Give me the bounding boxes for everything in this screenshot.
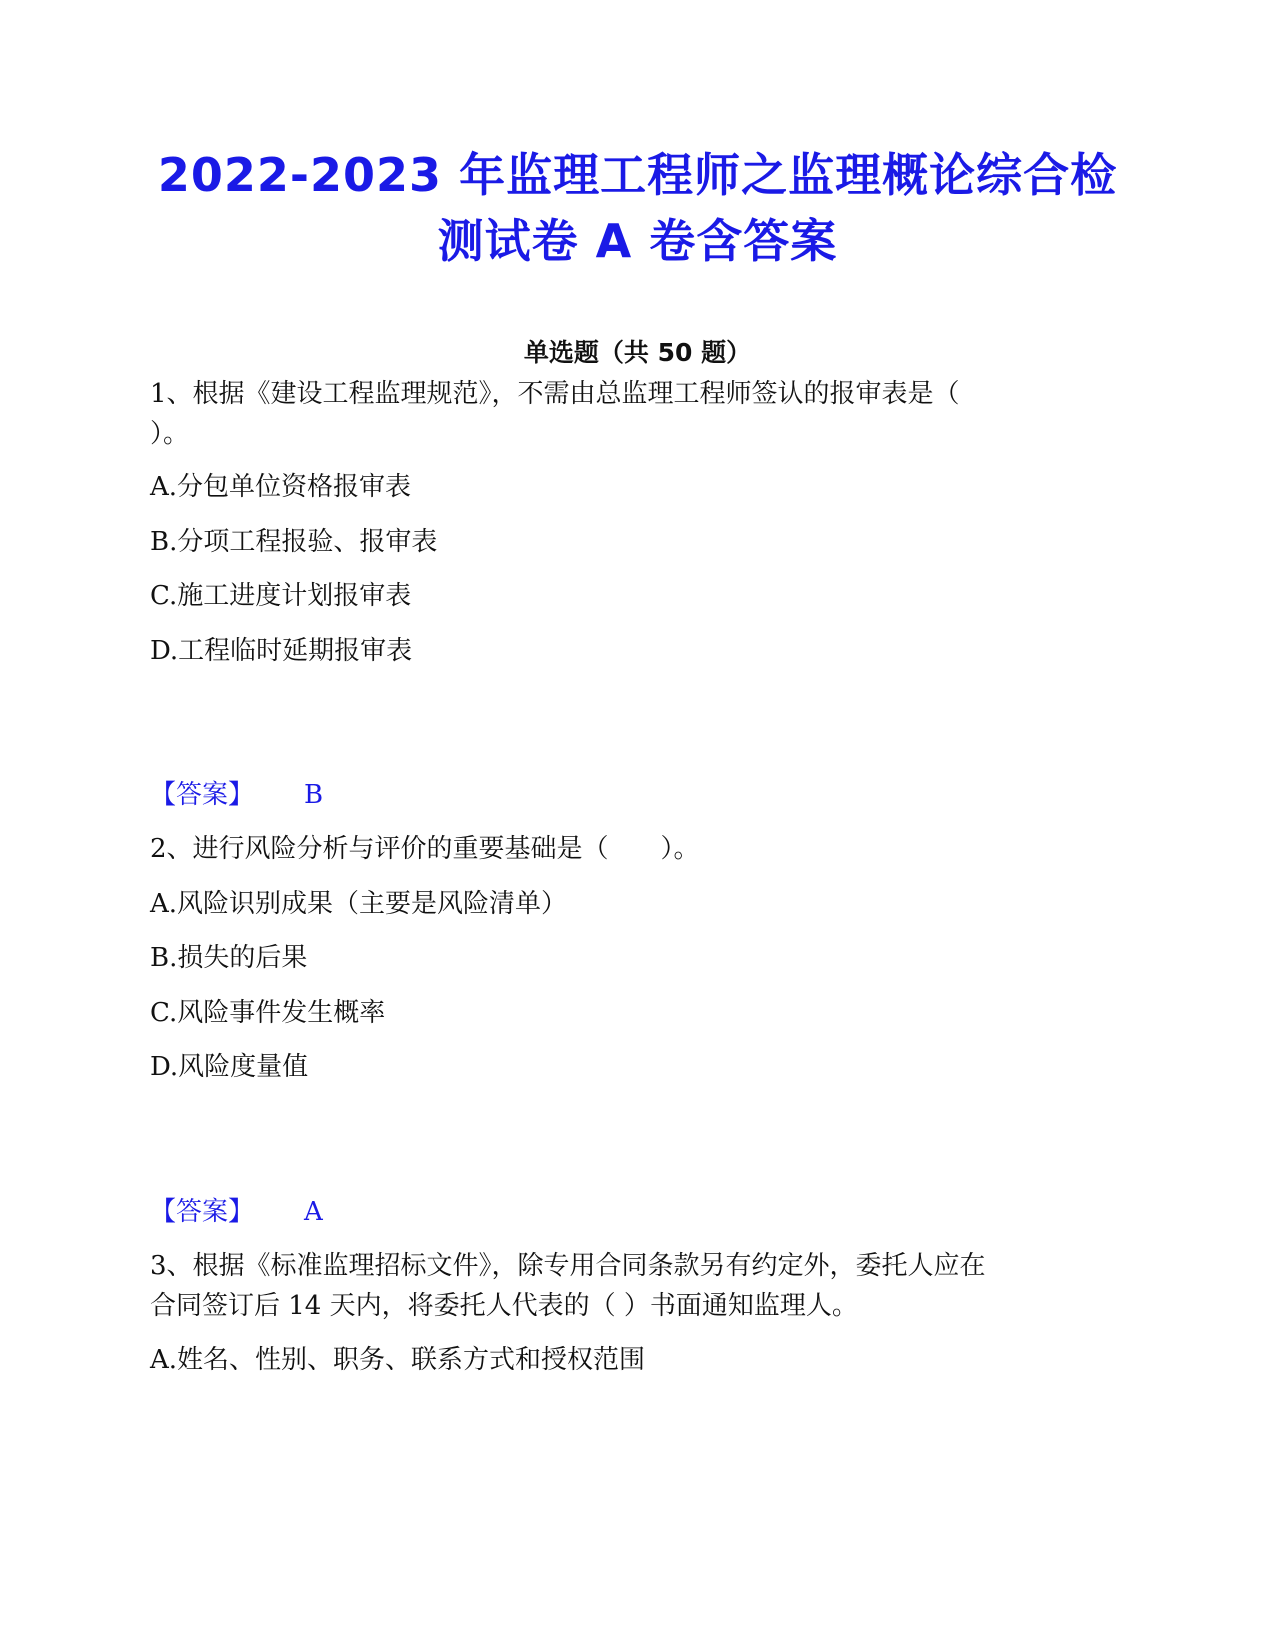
answer-value: B <box>304 780 324 810</box>
section-heading: 单选题（共 50 题） <box>523 338 752 367</box>
question-2-option-d: D.风险度量值 <box>150 1052 309 1082</box>
question-1-answer <box>150 775 323 815</box>
answer-label: 【答案】 <box>150 1197 255 1227</box>
question-3-stem-line-1: 3、根据《标准监理招标文件》，除专用合同条款另有约定外，委托人应在 <box>150 1251 986 1281</box>
question-1-stem-line-1: 1、根据《建设工程监理规范》，不需由总监理工程师签认的报审表是（ <box>150 379 960 409</box>
answer-label: 【答案】 <box>150 780 255 810</box>
question-2-answer <box>150 1192 323 1232</box>
question-1-option-d: D.工程临时延期报审表 <box>150 636 413 666</box>
title-line-2: 测试卷 A 卷含答案 <box>437 214 838 268</box>
question-1-option-c: C.施工进度计划报审表 <box>150 581 412 611</box>
question-1-option-b: B.分项工程报验、报审表 <box>150 527 438 557</box>
question-3-option-a: A.姓名、性别、职务、联系方式和授权范围 <box>150 1345 646 1375</box>
question-2-option-b: B.损失的后果 <box>150 943 308 973</box>
document-title <box>120 142 1155 274</box>
title-line-1: 2022-2023 年监理工程师之监理概论综合检 <box>157 148 1118 202</box>
question-1-option-a: A.分包单位资格报审表 <box>150 472 412 502</box>
question-3-stem-line-2: 合同签订后 14 天内，将委托人代表的（ ）书面通知监理人。 <box>150 1291 858 1321</box>
question-2-stem-line-1: 2、进行风险分析与评价的重要基础是（ ）。 <box>150 834 700 864</box>
answer-value: A <box>304 1197 323 1227</box>
question-2-option-a: A.风险识别成果（主要是风险清单） <box>150 889 568 919</box>
question-2-option-c: C.风险事件发生概率 <box>150 998 386 1028</box>
question-1-stem-line-2: ）。 <box>150 419 190 449</box>
